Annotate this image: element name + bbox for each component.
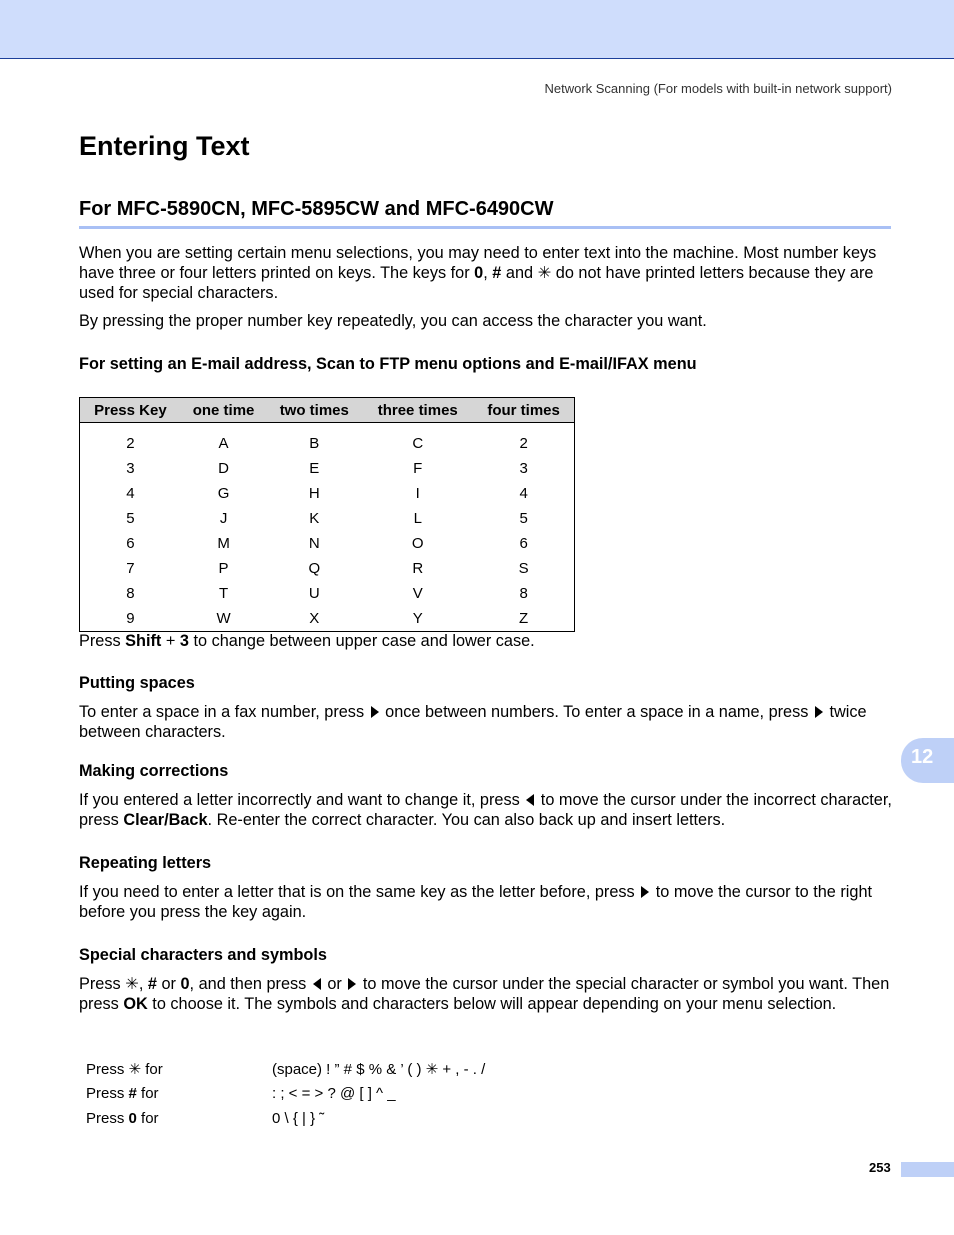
cell: Z	[519, 609, 529, 627]
cell: 5	[126, 509, 135, 527]
heading-putting-spaces: Putting spaces	[79, 674, 195, 692]
cell: O	[411, 534, 424, 552]
heading-special-characters: Special characters and symbols	[79, 946, 327, 964]
section-title: For MFC-5890CN, MFC-5895CW and MFC-6490CW	[79, 198, 891, 229]
symbol-list: 0 \ { | } ˜	[272, 1110, 325, 1127]
col-header: one time	[181, 398, 267, 423]
cell: Q	[308, 559, 321, 577]
page-title: Entering Text	[79, 131, 250, 161]
cell: A	[218, 434, 229, 452]
making-corrections-text: If you entered a letter incorrectly and want to change it, press to move the cursor under the incorrect character, press Clear/Back. Re-enter the correct character. You can also back up and insert letters.	[79, 791, 892, 829]
col-header: four times	[473, 398, 574, 423]
symbol-key-label: Press ✳ for	[86, 1060, 163, 1078]
cell: V	[412, 584, 423, 602]
page-number-bar	[901, 1162, 954, 1177]
left-arrow-icon	[313, 978, 321, 990]
cell: 6	[126, 534, 135, 552]
table-row	[80, 456, 575, 481]
chapter-number: 12	[911, 746, 934, 768]
star-icon: ✳	[125, 975, 139, 993]
table-row	[80, 431, 575, 456]
cell: B	[309, 434, 320, 452]
cell: X	[309, 609, 320, 627]
symbol-list: : ; < = > ? @ [ ] ^ _	[272, 1085, 396, 1102]
cell: J	[219, 509, 228, 527]
cell: H	[308, 484, 320, 502]
cell: E	[309, 459, 320, 477]
cell: 8	[519, 584, 528, 602]
right-arrow-icon	[641, 886, 649, 898]
right-arrow-icon	[348, 978, 356, 990]
table-row	[80, 531, 575, 556]
cell: Y	[412, 609, 423, 627]
heading-repeating-letters: Repeating letters	[79, 854, 212, 872]
repeating-letters-text: If you need to enter a letter that is on the same key as the letter before, press to move the cursor to the right before you press the key again.	[79, 883, 873, 921]
table-subheading: For setting an E-mail address, Scan to FTP menu options and E-mail/IFAX menu	[79, 355, 697, 373]
symbol-key-label: Press # for	[86, 1085, 159, 1102]
cell: 4	[519, 484, 528, 502]
heading-making-corrections: Making corrections	[79, 762, 229, 780]
cell: L	[413, 509, 422, 527]
cell: T	[218, 584, 229, 602]
putting-spaces-text: To enter a space in a fax number, press once between numbers. To enter a space in a name, press twice between characters.	[79, 703, 867, 741]
key-0: 0	[180, 975, 190, 993]
symbol-row	[79, 1081, 485, 1106]
cell: 6	[519, 534, 528, 552]
cell: M	[217, 534, 230, 552]
key-hash: #	[147, 975, 157, 993]
table-row	[80, 581, 575, 606]
key-hash: #	[492, 264, 502, 282]
intro-paragraph: When you are setting certain menu selections, you may need to enter text into the machine. Most number keys have three or four letters printed on keys. The keys for 0, # and ✳ do not have printed letters because they are used for special characters.	[79, 244, 877, 302]
cell: D	[218, 459, 229, 477]
right-arrow-icon	[815, 706, 823, 718]
symbol-row	[79, 1106, 485, 1131]
table-row	[80, 481, 575, 506]
cell: I	[415, 484, 420, 502]
running-header: Network Scanning (For models with built-in network support)	[544, 81, 892, 96]
col-header: three times	[362, 398, 473, 423]
right-arrow-icon	[371, 706, 379, 718]
cell: 2	[519, 434, 528, 452]
left-arrow-icon	[526, 794, 534, 806]
cell: U	[308, 584, 320, 602]
cell: N	[308, 534, 320, 552]
key-letter-table	[79, 397, 575, 632]
top-header-band	[0, 0, 954, 59]
cell: S	[518, 559, 529, 577]
cell: G	[217, 484, 230, 502]
symbols-table	[79, 1056, 485, 1131]
key-clear-back: Clear/Back	[123, 811, 208, 829]
cell: P	[218, 559, 229, 577]
cell: 9	[126, 609, 135, 627]
col-header: two times	[266, 398, 362, 423]
star-icon: ✳	[128, 1060, 142, 1078]
cell: 5	[519, 509, 528, 527]
cell: F	[413, 459, 423, 477]
cell: K	[309, 509, 320, 527]
cell: W	[216, 609, 231, 627]
page-number: 253	[869, 1160, 891, 1175]
key-ok: OK	[123, 995, 148, 1013]
table-row	[80, 606, 575, 632]
symbol-list: (space) ! ” # $ % & ’ ( ) ✳ + , - . /	[272, 1060, 486, 1078]
table-row	[80, 506, 575, 531]
key-3: 3	[179, 632, 189, 650]
cell: R	[412, 559, 424, 577]
cell: 4	[126, 484, 135, 502]
special-characters-text: Press ✳, # or 0, and then press or to move the cursor under the special character or symbol you want. Then press OK to choose it. The symbols and characters below will appear depending on your menu selection.	[79, 975, 890, 1013]
key-0: 0	[474, 264, 484, 282]
cell: 3	[126, 459, 135, 477]
cell: 7	[126, 559, 135, 577]
cell: C	[412, 434, 424, 452]
table-row	[80, 556, 575, 581]
symbol-key-label: Press 0 for	[86, 1110, 159, 1127]
symbol-row	[79, 1056, 485, 1081]
key-shift: Shift	[125, 632, 162, 650]
intro-paragraph-2: By pressing the proper number key repeatedly, you can access the character you want.	[79, 312, 707, 330]
cell: 8	[126, 584, 135, 602]
table-header-row	[80, 398, 575, 423]
cell: 3	[519, 459, 528, 477]
shift-note: Press Shift + 3 to change between upper case and lower case.	[79, 632, 535, 650]
cell: 2	[126, 434, 135, 452]
star-icon: ✳	[537, 264, 552, 282]
col-header: Press Key	[80, 398, 181, 423]
